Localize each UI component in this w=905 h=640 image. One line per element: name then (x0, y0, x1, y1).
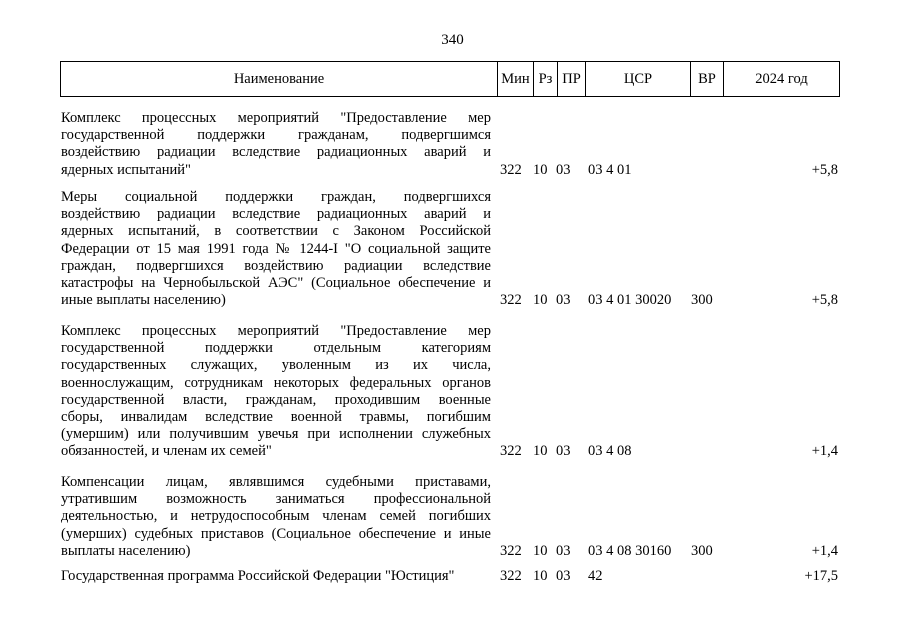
row-name-line: Государственная программа Российской Федерации "Юстиция" (61, 568, 455, 584)
row-name-line: Комплекс процессных мероприятий "Предоставление мер (61, 110, 491, 126)
row-name-line: (умерших) судебных приставов (Социальное обеспечение и иные (61, 525, 491, 542)
row-rz: 10 (533, 568, 548, 584)
row-amount: +5,8 (811, 292, 838, 309)
header-csr: ЦСР (585, 62, 690, 96)
row-pr: 03 (556, 443, 571, 460)
row-name (61, 568, 491, 585)
page-number: 340 (441, 32, 464, 48)
header-rz: Рз (533, 62, 557, 96)
row-name-line: граждан, подвергшихся воздействию радиации вследствие (61, 257, 491, 274)
header-year: 2024 год (723, 62, 839, 96)
header-pr: ПР (557, 62, 585, 96)
row-name-line: ядерных испытаний, в соответствии с Законом Российской (61, 223, 491, 240)
row-name (61, 323, 491, 461)
row-name-line: военнослужащим, сотрудникам некоторых федеральных органов (61, 374, 491, 391)
row-rz: 10 (533, 292, 548, 309)
row-name-line: государственной власти, гражданам, проходившим военные (61, 391, 491, 408)
row-name-line: государственной поддержки гражданам, подвергшимся (61, 127, 491, 144)
row-csr: 03 4 01 (588, 161, 632, 178)
row-name-line: Компенсации лицам, являвшимся судебными приставами, (61, 474, 491, 490)
row-name-line: обязанностей, и членам их семей" (61, 443, 272, 460)
row-amount: +17,5 (804, 568, 838, 584)
row-name-line: Комплекс процессных мероприятий "Предоставление мер (61, 323, 491, 339)
row-pr: 03 (556, 568, 571, 584)
row-name-line: воздействию радиации вследствие радиационных аварий и (61, 144, 491, 161)
row-pr: 03 (556, 542, 571, 559)
row-name (61, 189, 491, 309)
row-vr: 300 (691, 542, 713, 559)
row-rz: 10 (533, 161, 548, 178)
row-csr: 03 4 01 30020 (588, 292, 672, 309)
row-name (61, 110, 491, 179)
row-name-line: Меры социальной поддержки граждан, подвергшихся (61, 189, 491, 205)
row-amount: +1,4 (811, 542, 838, 559)
row-amount: +1,4 (811, 443, 838, 460)
row-name-line: Федерации от 15 мая 1991 года № 1244-I "О социальной защите (61, 240, 491, 257)
row-name-line: ядерных испытаний" (61, 161, 191, 178)
row-name-line: деятельностью, и нетрудоспособным членам семей погибших (61, 508, 491, 525)
row-csr: 42 (588, 568, 603, 584)
row-name-line: утратившим возможность заниматься профессиональной (61, 491, 491, 508)
row-min: 322 (500, 292, 522, 309)
row-pr: 03 (556, 161, 571, 178)
header-name: Наименование (233, 71, 325, 87)
row-min: 322 (500, 443, 522, 460)
row-name-line: (умершим) или получившим увечья при исполнении служебных (61, 426, 491, 443)
header-vr: ВР (690, 62, 723, 96)
row-amount: +5,8 (811, 161, 838, 178)
row-rz: 10 (533, 542, 548, 559)
row-pr: 03 (556, 292, 571, 309)
row-min: 322 (500, 542, 522, 559)
row-name (61, 474, 491, 560)
row-csr: 03 4 08 (588, 443, 632, 460)
row-name-line: государственной поддержки отдельным категориям (61, 340, 491, 357)
row-min: 322 (500, 568, 522, 584)
row-name-line: выплаты населению) (61, 542, 191, 559)
row-csr: 03 4 08 30160 (588, 542, 672, 559)
header-min: Мин (497, 62, 533, 96)
row-rz: 10 (533, 443, 548, 460)
row-vr: 300 (691, 292, 713, 309)
table-header (60, 61, 840, 97)
row-name-line: государственных служащих, уволенным из их числа, (61, 357, 491, 374)
row-name-line: воздействию радиации вследствие радиационных аварий и (61, 206, 491, 223)
row-min: 322 (500, 161, 522, 178)
row-name-line: катастрофы на Чернобыльской АЭС" (Социальное обеспечение и (61, 275, 491, 292)
row-name-line: сборы, инвалидам вследствие военной травмы, погибшим (61, 409, 491, 426)
row-name-line: иные выплаты населению) (61, 292, 226, 309)
